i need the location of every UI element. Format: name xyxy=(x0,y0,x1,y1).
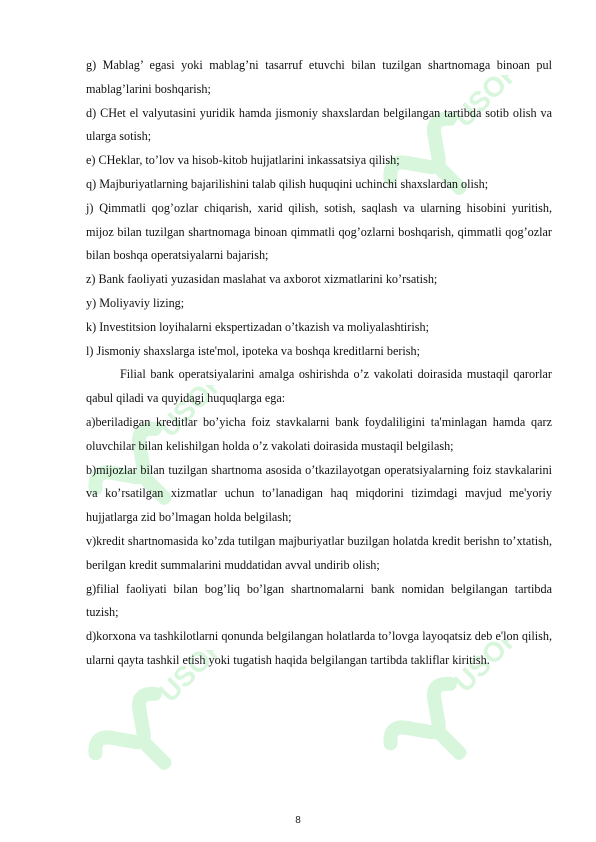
paragraph-list-item: k) Investitsion loyihalarni ekspertizadan o’tkazish va moliyalashtirish; xyxy=(86,319,429,334)
svg-text:USOFT: USOFT xyxy=(447,75,515,134)
paragraph-list-item: q) Majburiyatlarning bajarilishini talab qilish huquqini uchinchi shaxslardan olish; xyxy=(86,176,489,191)
watermark-logo xyxy=(70,650,220,805)
paragraph-list-item: d)korxona va tashkilotlarni qonunda belgilangan holatlarda to’lovga layoqatsiz deb e'lon qilish, ularni qayta tashkil etish yoki tugatish haqida belgilangan tartibda takliflar kiritish. xyxy=(86,629,552,667)
paragraph-list-item: v)kredit shartnomasida ko’zda tutilgan majburiyatlar buzilgan holatda kredit berishn to’xtatish, berilgan kredit summalarini muddatidan avval undirib olish; xyxy=(86,533,552,572)
paragraph-list-item: z) Bank faoliyati yuzasidan maslahat va axborot xizmatlarini ko’rsatish; xyxy=(86,272,438,287)
paragraph-list-item: d) CHet el valyutasini yuridik hamda jismoniy shaxslardan belgilangan tartibda sotib olish va ularga sotish; xyxy=(86,105,552,144)
paragraph-list-item: b)mijozlar bilan tuzilgan shartnoma asosida o’tkazilayotgan operatsiyalarning foiz stavkalarini va ko’rsatilgan xizmatlar uchun to’lanadigan haq miqdorini tizimdagi mavjud me'yoriy hujjatlarga zid bo’lmagan holda belgilash; xyxy=(86,462,552,525)
paragraph-list-item: a)beriladigan kreditlar bo’yicha foiz stavkalarni bank foydaliligini ta'minlagan hamda qarz oluvchilar bilan kelishilgan holda o’z vakolati doirasida mustaqil belgilash; xyxy=(86,414,552,453)
paragraph-list-item: j) Qimmatli qog’ozlar chiqarish, xarid qilish, sotish, saqlash va ularning hisobini yuritish, mijoz bilan tuzilgan shartnomaga binoan qimmatli qog’ozlarni boshqarish, qimmatli qog’ozlar bilan boshqa operatsiyalarni bajarish; xyxy=(86,200,552,263)
svg-text:USOFT: USOFT xyxy=(447,640,515,699)
page-number: 8 xyxy=(295,815,301,826)
paragraph-list-item: y) Moliyaviy lizing; xyxy=(86,295,185,310)
paragraph-list-item: g)filial faoliyati bilan bog’liq bo’lgan shartnomalarni bank nomidan belgilangan tartibda tuzish; xyxy=(86,581,552,620)
document-body xyxy=(86,54,552,673)
paragraph-list-item: l) Jismoniy shaxslarga iste'mol, ipoteka va boshqa kreditlarni berish; xyxy=(86,343,421,358)
paragraph-list-item: e) CHeklar, to’lov va hisob-kitob hujjatlarini inkassatsiya qilish; xyxy=(86,153,400,168)
svg-text:USOFT: USOFT xyxy=(152,385,220,444)
paragraph-intro: Filial bank operatsiyalarini amalga oshirishda o’z vakolati doirasida mustaqil qarorlar qabul qiladi va quyidagi huquqlarga ega: xyxy=(86,367,552,406)
paragraph-list-item: g) Mablag’ egasi yoki mablag’ni tasarruf etuvchi bilan tuzilgan shartnomaga binoan pul mablag’larini boshqarish; xyxy=(86,58,552,96)
svg-text:USOFT: USOFT xyxy=(152,650,220,709)
